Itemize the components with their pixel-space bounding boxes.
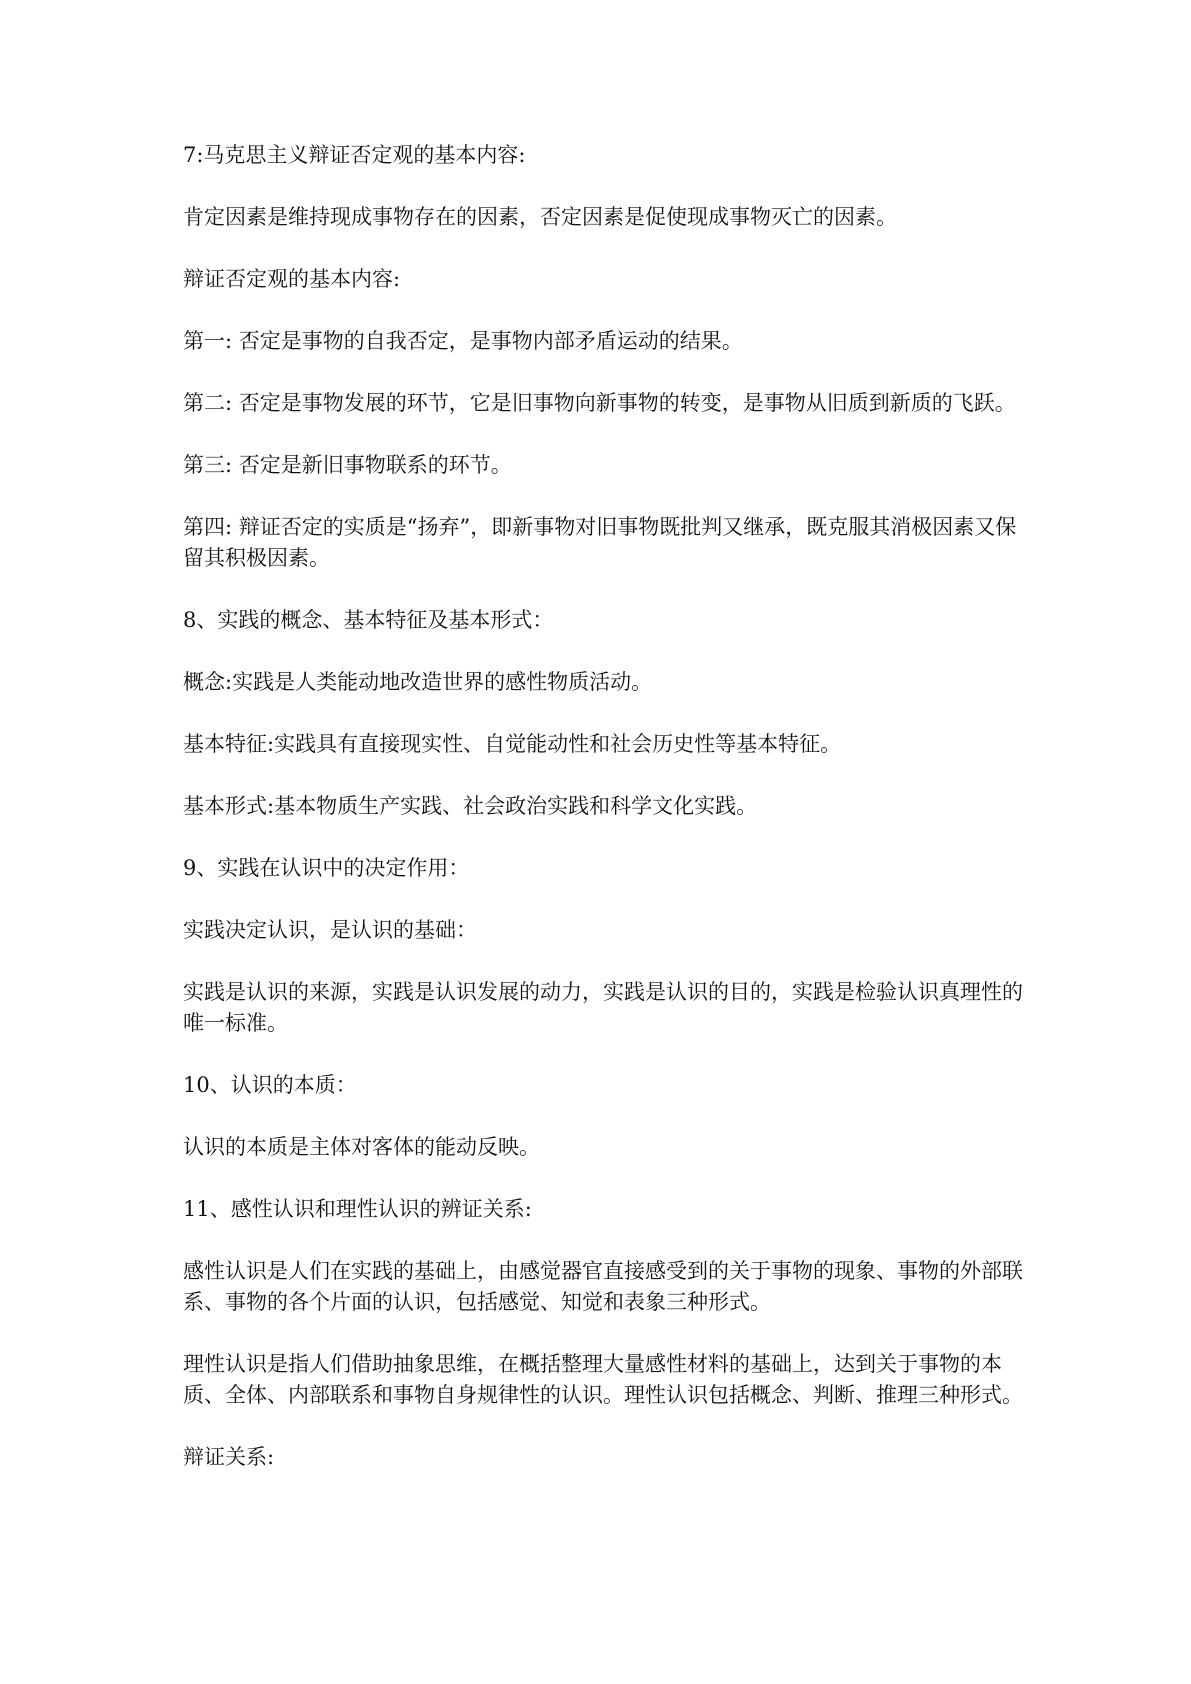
paragraph-point-2: 第二: 否定是事物发展的环节，它是旧事物向新事物的转变，是事物从旧质到新质的飞跃。 [183,391,1016,415]
paragraph-practice-features: 基本特征:实践具有直接现实性、自觉能动性和社会历史性等基本特征。 [183,732,842,756]
paragraph-practice-role: 实践是认识的来源，实践是认识发展的动力，实践是认识的目的，实践是检验认识真理性的唯一标准。 [183,980,1023,1035]
section-heading-8: 8、实践的概念、基本特征及基本形式： [183,608,554,632]
paragraph-dialectical-negation-intro: 辩证否定观的基本内容: [183,267,401,291]
section-heading-7: 7:马克思主义辩证否定观的基本内容: [183,143,526,167]
paragraph-practice-determines: 实践决定认识，是认识的基础： [183,918,477,942]
paragraph-practice-concept: 概念:实践是人类能动地改造世界的感性物质活动。 [183,670,653,694]
paragraph-perceptual-cognition: 感性认识是人们在实践的基础上，由感觉器官直接感受到的关于事物的现象、事物的外部联系、事物的各个片面的认识，包括感觉、知觉和表象三种形式。 [183,1259,1023,1314]
paragraph-affirmation-negation: 肯定因素是维持现成事物存在的因素，否定因素是促使现成事物灭亡的因素。 [183,205,897,229]
paragraph-rational-cognition: 理性认识是指人们借助抽象思维，在概括整理大量感性材料的基础上，达到关于事物的本质、全体、内部联系和事物自身规律性的认识。理性认识包括概念、判断、推理三种形式。 [183,1352,1023,1407]
paragraph-cognition-essence: 认识的本质是主体对客体的能动反映。 [183,1135,540,1159]
paragraph-dialectical-relation: 辩证关系: [183,1445,275,1469]
document-body [183,140,1023,1504]
section-heading-10: 10、认识的本质： [183,1073,357,1097]
section-heading-11: 11、感性认识和理性认识的辨证关系: [183,1197,532,1221]
paragraph-point-3: 第三: 否定是新旧事物联系的环节。 [183,453,512,477]
paragraph-practice-forms: 基本形式:基本物质生产实践、社会政治实践和科学文化实践。 [183,794,758,818]
paragraph-point-1: 第一: 否定是事物的自我否定，是事物内部矛盾运动的结果。 [183,329,743,353]
paragraph-point-4: 第四: 辩证否定的实质是“扬弃”，即新事物对旧事物既批判又继承，既克服其消极因素又保留其积极因素。 [183,515,1017,570]
section-heading-9: 9、实践在认识中的决定作用： [183,856,470,880]
